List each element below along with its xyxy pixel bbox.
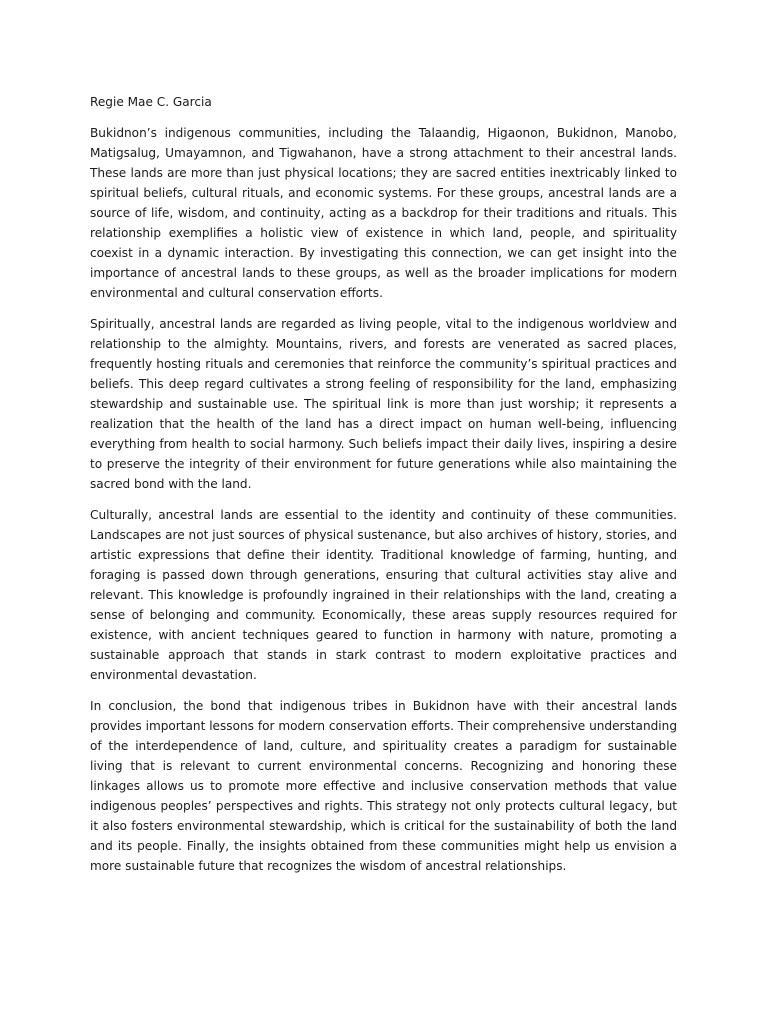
document-body xyxy=(90,92,677,887)
paragraph-cultural: Culturally, ancestral lands are essential to the identity and continuity of these communities. Landscapes are not just sources of physical sustenance, but also archives of history, stories, and artistic expressions that define their identity. Traditional knowledge of farming, hunting, and foraging is passed down through generations, ensuring that cultural activities stay alive and relevant. This knowledge is profoundly ingrained in their relationships with the land, creating a sense of belonging and community. Economically, these areas supply resources required for existence, with ancient techniques geared to function in harmony with nature, promoting a sustainable approach that stands in stark contrast to modern exploitative practices and environmental devastation. xyxy=(90,508,677,682)
paragraph-spiritual: Spiritually, ancestral lands are regarded as living people, vital to the indigenous worldview and relationship to the almighty. Mountains, rivers, and forests are venerated as sacred places, frequently hosting rituals and ceremonies that reinforce the community’s spiritual practices and beliefs. This deep regard cultivates a strong feeling of responsibility for the land, emphasizing stewardship and sustainable use. The spiritual link is more than just worship; it represents a realization that the health of the land has a direct impact on human well-being, influencing everything from health to social harmony. Such beliefs impact their daily lives, inspiring a desire to preserve the integrity of their environment for future generations while also maintaining the sacred bond with the land. xyxy=(90,317,677,491)
paragraph-conclusion: In conclusion, the bond that indigenous tribes in Bukidnon have with their ancestral lands provides important lessons for modern conservation efforts. Their comprehensive understanding of the interdependence of land, culture, and spirituality creates a paradigm for sustainable living that is relevant to current environmental concerns. Recognizing and honoring these linkages allows us to promote more effective and inclusive conservation methods that value indigenous peoples’ perspectives and rights. This strategy not only protects cultural legacy, but it also fosters environmental stewardship, which is critical for the sustainability of both the land and its people. Finally, the insights obtained from these communities might help us envision a more sustainable future that recognizes the wisdom of ancestral relationships. xyxy=(90,699,677,873)
author-name: Regie Mae C. Garcia xyxy=(90,95,212,109)
paragraph-introduction: Bukidnon’s indigenous communities, including the Talaandig, Higaonon, Bukidnon, Manobo, Matigsalug, Umayamnon, and Tigwahanon, have a strong attachment to their ancestral lands. These lands are more than just physical locations; they are sacred entities inextricably linked to spiritual beliefs, cultural rituals, and economic systems. For these groups, ancestral lands are a source of life, wisdom, and continuity, acting as a backdrop for their traditions and rituals. This relationship exemplifies a holistic view of existence in which land, people, and spirituality coexist in a dynamic interaction. By investigating this connection, we can get insight into the importance of ancestral lands to these groups, as well as the broader implications for modern environmental and cultural conservation efforts. xyxy=(90,126,677,300)
